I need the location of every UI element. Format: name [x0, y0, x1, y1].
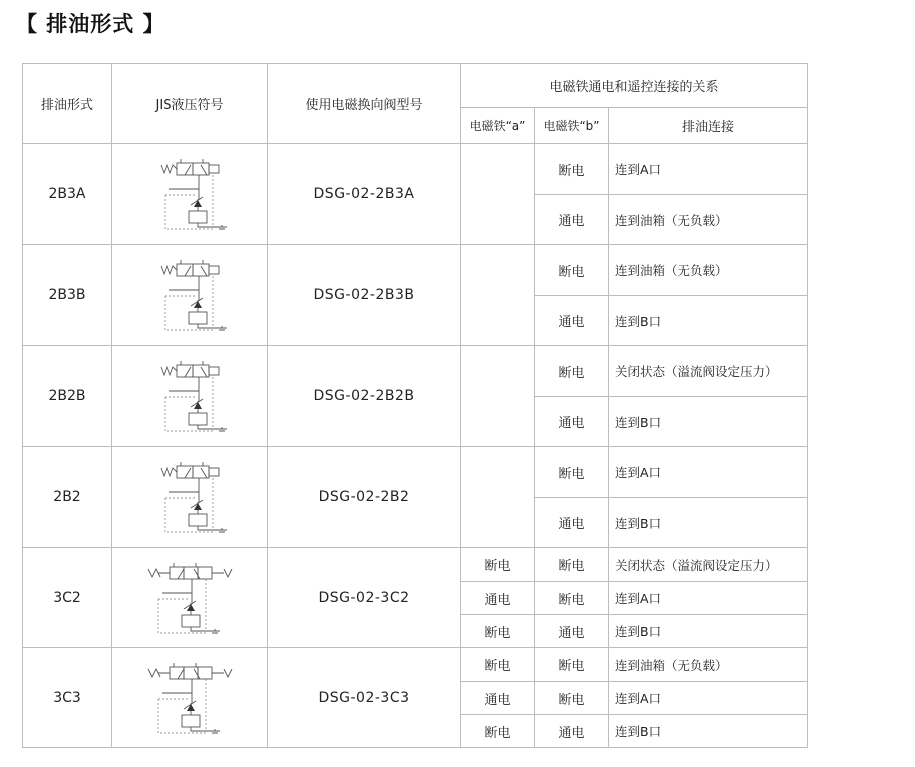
solenoid-a-state: 通电 [461, 582, 535, 615]
table-row [23, 346, 808, 397]
drain-connection: 连到油箱（无负载） [609, 245, 808, 296]
drain-connection: 连到B口 [609, 715, 808, 748]
header-relation: 电磁铁通电和遥控连接的关系 [461, 64, 808, 108]
solenoid-b-state: 断电 [535, 548, 609, 582]
header-sol-b: 电磁铁“b” [535, 108, 609, 144]
header-form: 排油形式 [23, 64, 112, 144]
two-position-valve-symbol [112, 256, 267, 334]
solenoid-a-state: 断电 [461, 715, 535, 748]
header-model: 使用电磁换向阀型号 [268, 64, 461, 144]
drain-connection: 连到A口 [609, 447, 808, 498]
valve-model: DSG-02-3C3 [268, 648, 461, 748]
page-title: 【 排油形式 】 [16, 12, 165, 36]
two-position-valve-symbol [112, 155, 267, 233]
solenoid-b-state: 断电 [535, 582, 609, 615]
table-row [23, 648, 808, 682]
solenoid-b-state: 通电 [535, 195, 609, 245]
two-position-valve-symbol [112, 357, 267, 435]
drain-form-code: 2B2B [23, 346, 112, 447]
solenoid-b-state: 断电 [535, 648, 609, 682]
drain-connection: 关闭状态（溢流阀设定压力） [609, 548, 808, 582]
solenoid-b-state: 断电 [535, 144, 609, 195]
jis-symbol-cell [112, 447, 268, 548]
solenoid-a-state: 断电 [461, 615, 535, 648]
jis-symbol-cell [112, 245, 268, 346]
solenoid-b-state: 通电 [535, 715, 609, 748]
solenoid-a-state: 断电 [461, 548, 535, 582]
drain-connection: 连到B口 [609, 296, 808, 346]
drain-connection: 连到A口 [609, 682, 808, 715]
solenoid-a-state [461, 144, 535, 245]
drain-connection: 连到A口 [609, 582, 808, 615]
drain-connection: 连到A口 [609, 144, 808, 195]
header-jis: JIS液压符号 [112, 64, 268, 144]
drain-connection: 连到油箱（无负载） [609, 648, 808, 682]
drain-form-code: 2B3A [23, 144, 112, 245]
solenoid-b-state: 通电 [535, 498, 609, 548]
valve-model: DSG-02-2B2 [268, 447, 461, 548]
table-row [23, 144, 808, 195]
solenoid-a-state: 断电 [461, 648, 535, 682]
table-row [23, 245, 808, 296]
valve-model: DSG-02-2B3A [268, 144, 461, 245]
drain-form-code: 2B3B [23, 245, 112, 346]
drain-connection: 关闭状态（溢流阀设定压力） [609, 346, 808, 397]
solenoid-b-state: 断电 [535, 346, 609, 397]
solenoid-b-state: 断电 [535, 245, 609, 296]
solenoid-b-state: 通电 [535, 397, 609, 447]
drain-form-code: 3C3 [23, 648, 112, 748]
jis-symbol-cell [112, 346, 268, 447]
three-position-valve-symbol [112, 659, 267, 737]
drain-connection: 连到B口 [609, 498, 808, 548]
header-row [23, 64, 808, 108]
table-row [23, 548, 808, 582]
solenoid-a-state [461, 245, 535, 346]
drain-connection: 连到B口 [609, 397, 808, 447]
drain-connection: 连到油箱（无负载） [609, 195, 808, 245]
solenoid-b-state: 断电 [535, 682, 609, 715]
header-sol-a: 电磁铁“a” [461, 108, 535, 144]
jis-symbol-cell [112, 144, 268, 245]
solenoid-b-state: 通电 [535, 615, 609, 648]
header-drain: 排油连接 [609, 108, 808, 144]
table-row [23, 447, 808, 498]
two-position-valve-symbol [112, 458, 267, 536]
solenoid-b-state: 断电 [535, 447, 609, 498]
solenoid-a-state [461, 346, 535, 447]
solenoid-a-state: 通电 [461, 682, 535, 715]
jis-symbol-cell [112, 648, 268, 748]
valve-model: DSG-02-2B2B [268, 346, 461, 447]
table-body [23, 144, 808, 748]
valve-model: DSG-02-2B3B [268, 245, 461, 346]
three-position-valve-symbol [112, 559, 267, 637]
drain-connection: 连到B口 [609, 615, 808, 648]
solenoid-b-state: 通电 [535, 296, 609, 346]
jis-symbol-cell [112, 548, 268, 648]
drain-form-code: 3C2 [23, 548, 112, 648]
solenoid-a-state [461, 447, 535, 548]
drain-type-table [22, 63, 808, 748]
valve-model: DSG-02-3C2 [268, 548, 461, 648]
drain-form-code: 2B2 [23, 447, 112, 548]
